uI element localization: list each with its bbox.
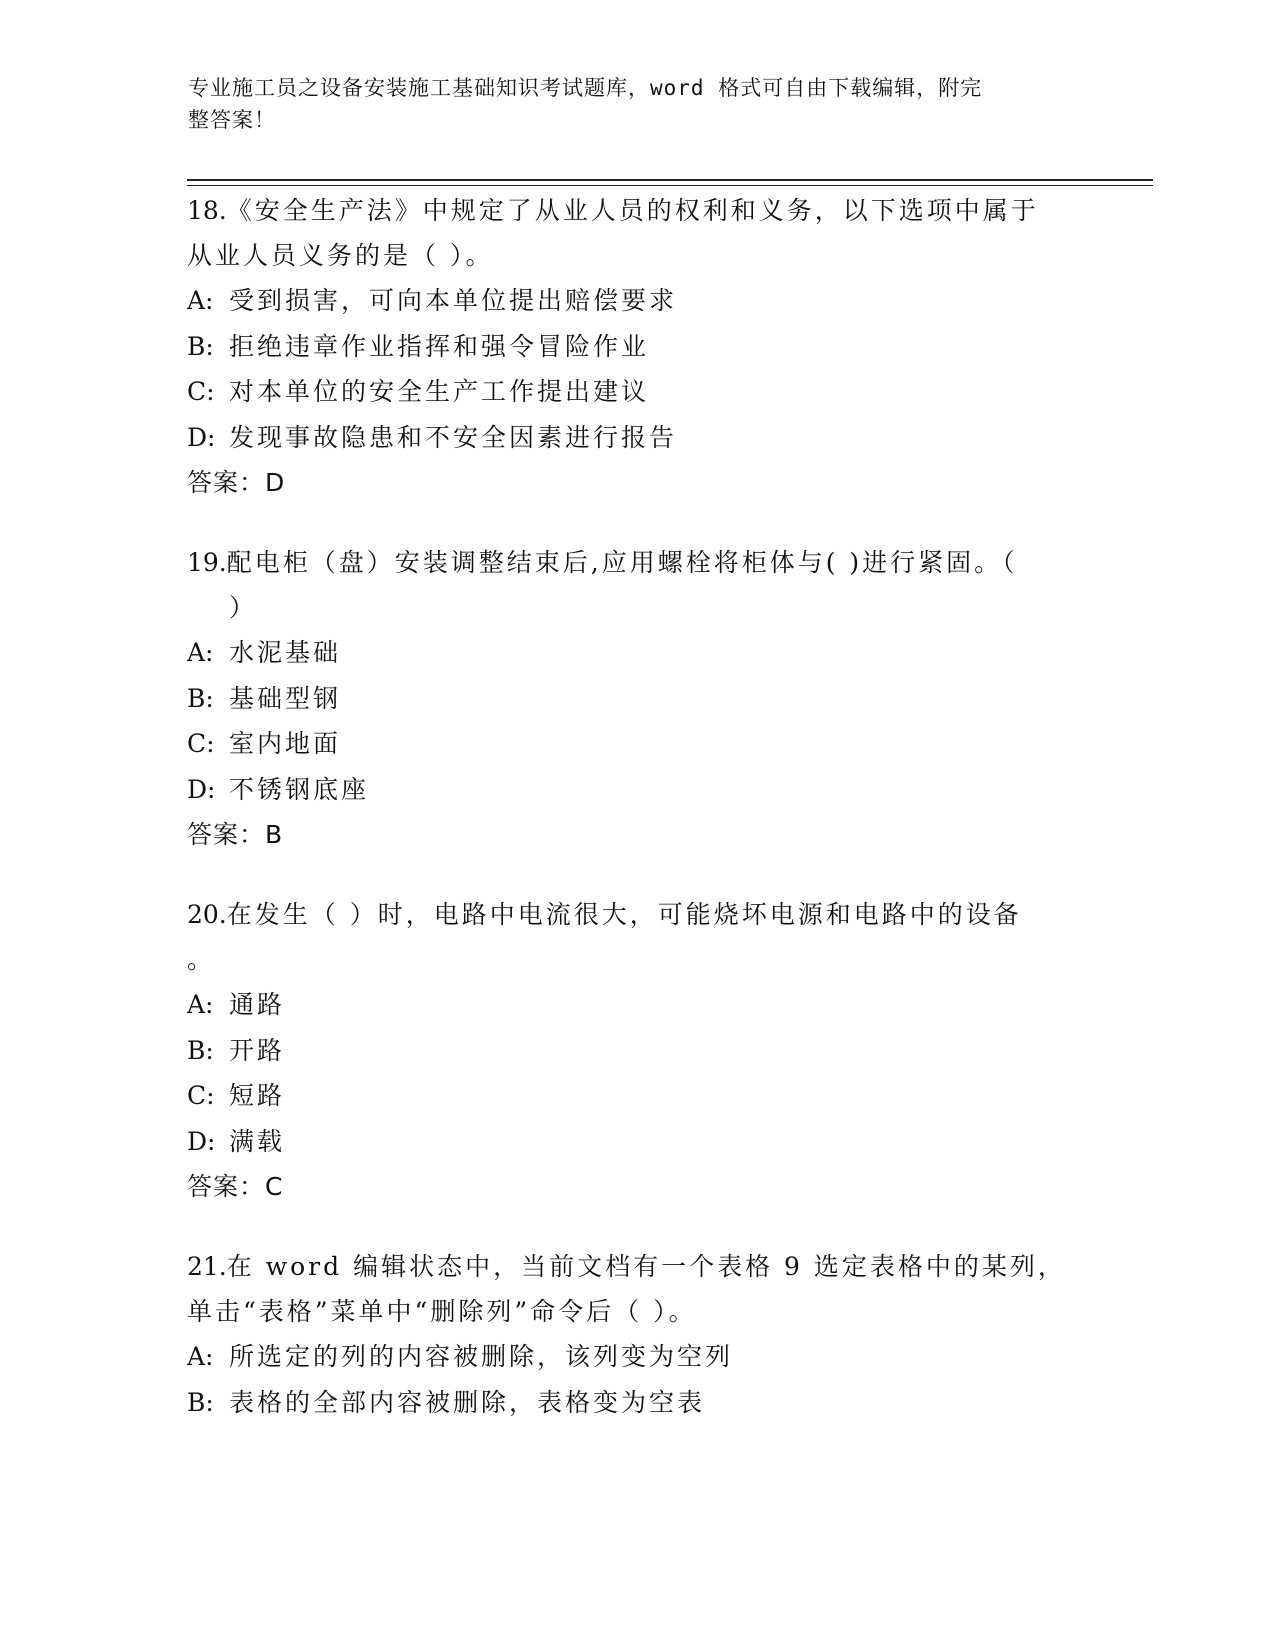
question-19 [187, 540, 1087, 858]
question-stem-line-1: 在 word 编辑状态中，当前文档有一个表格 9 选定表格中的某列， [226, 1252, 1066, 1281]
question-stem-line-1: 在发生（ ）时，电路中电流很大，可能烧坏电源和电路中的设备 [226, 900, 1022, 929]
option-key: B: [187, 1035, 214, 1065]
option-key: B: [187, 331, 214, 361]
option-text: 表格的全部内容被删除，表格变为空表 [229, 1387, 706, 1417]
option-key: C: [187, 1081, 215, 1110]
question-list [187, 188, 1087, 1459]
question-21 [187, 1244, 1087, 1425]
option-d [187, 1119, 1087, 1165]
option-text: 基础型钢 [229, 683, 342, 713]
option-d [187, 415, 1087, 461]
option-text: 短路 [229, 1081, 286, 1110]
question-stem-line-2: ） [229, 593, 258, 622]
question-stem [187, 892, 1087, 982]
option-b [187, 1380, 1087, 1426]
header-line-1: 专业施工员之设备安装施工基础知识考试题库，word 格式可自由下载编辑，附完 [188, 76, 983, 100]
option-key: A: [187, 638, 214, 667]
option-b [187, 676, 1087, 722]
option-key: D: [187, 1126, 216, 1156]
option-text: 对本单位的安全生产工作提出建议 [229, 377, 650, 406]
question-stem [187, 540, 1087, 630]
option-key: A: [187, 286, 214, 315]
question-number: 18. [187, 196, 227, 225]
question-number: 20. [187, 900, 227, 929]
option-key: A: [187, 990, 214, 1019]
option-b [187, 324, 1087, 370]
option-key: D: [187, 774, 216, 804]
option-c [187, 369, 1087, 415]
question-number: 21. [187, 1252, 227, 1281]
option-text: 发现事故隐患和不安全因素进行报告 [229, 422, 678, 452]
option-text: 受到损害，可向本单位提出赔偿要求 [229, 286, 678, 315]
option-key: C: [187, 377, 215, 406]
question-stem-line-1: 配电柜（盘）安装调整结束后,应用螺栓将柜体与( )进行紧固。（ [226, 548, 1018, 577]
question-18 [187, 188, 1087, 506]
option-text: 拒绝违章作业指挥和强令冒险作业 [229, 331, 650, 361]
option-text: 室内地面 [229, 729, 342, 758]
answer: 答案：C [187, 1172, 284, 1201]
document-header [188, 72, 1068, 136]
option-text: 所选定的列的内容被删除，该列变为空列 [229, 1342, 734, 1371]
question-stem-line-2: 单击“表格”菜单中“删除列”命令后（ ）。 [187, 1297, 697, 1326]
option-key: A: [187, 1342, 214, 1371]
answer: 答案：B [187, 820, 284, 849]
option-a [187, 278, 1087, 324]
option-a [187, 1334, 1087, 1380]
question-20 [187, 892, 1087, 1210]
question-stem [187, 1244, 1087, 1334]
option-a [187, 982, 1087, 1028]
option-d [187, 767, 1087, 813]
option-b [187, 1028, 1087, 1074]
answer: 答案：D [187, 468, 286, 497]
option-text: 开路 [229, 1035, 286, 1065]
option-text: 不锈钢底座 [229, 774, 370, 804]
question-stem-line-2: 。 [187, 945, 216, 974]
option-text: 通路 [229, 990, 286, 1019]
question-stem-line-2: 从业人员义务的是（ ）。 [187, 241, 494, 270]
question-stem [187, 188, 1087, 278]
question-stem-line-1: 《安全生产法》中规定了从业人员的权利和义务，以下选项中属于 [226, 196, 1039, 225]
option-text: 满载 [229, 1126, 286, 1156]
question-number: 19. [187, 548, 227, 577]
option-key: B: [187, 683, 214, 713]
option-text: 水泥基础 [229, 638, 342, 667]
option-key: D: [187, 422, 216, 452]
header-divider-thin [187, 185, 1153, 186]
option-key: B: [187, 1387, 214, 1417]
option-key: C: [187, 729, 215, 758]
header-line-2: 整答案！ [188, 108, 276, 132]
header-divider-thick [187, 179, 1153, 181]
option-c [187, 1073, 1087, 1119]
option-a [187, 630, 1087, 676]
option-c [187, 721, 1087, 767]
